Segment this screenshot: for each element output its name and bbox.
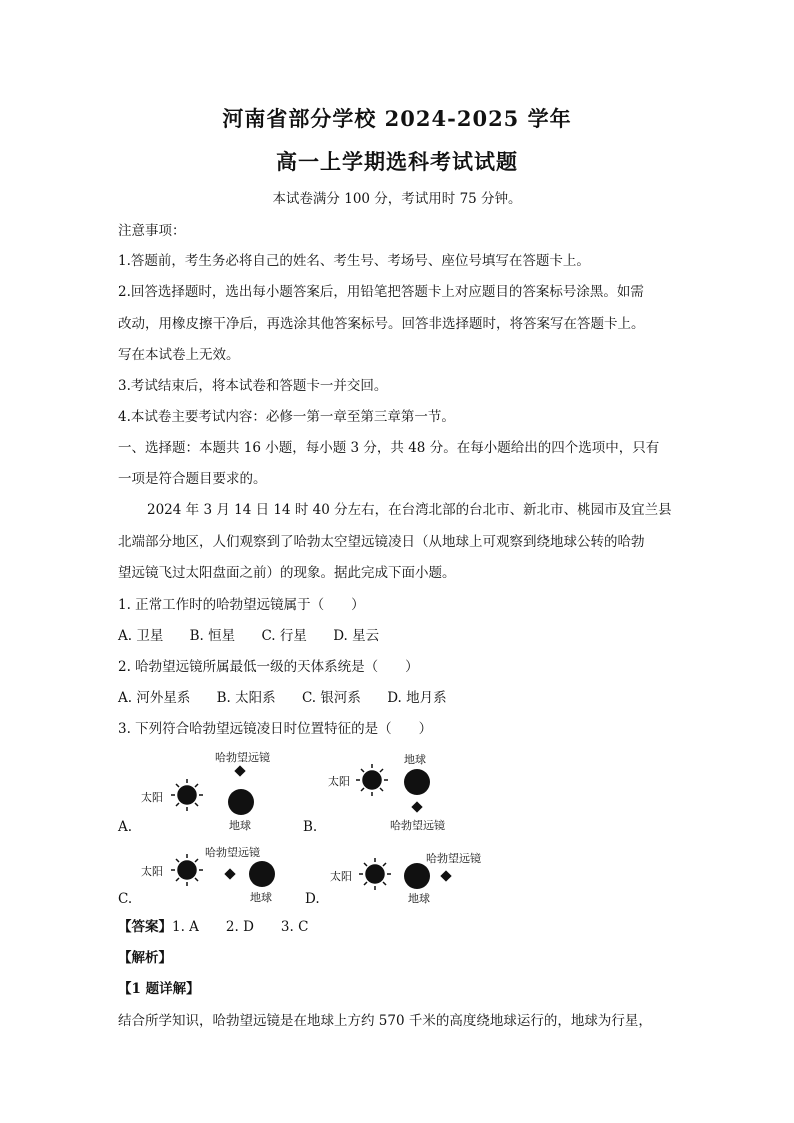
figure-a-sun-icon xyxy=(171,779,203,811)
q1-option-d: D. 星云 xyxy=(333,628,380,644)
figure-c-earth-icon xyxy=(249,861,275,887)
analysis-text-1: 结合所学知识，哈勃望远镜是在地球上方约 570 千米的高度绕地球运行的，地球为行星， xyxy=(118,1013,652,1029)
question-2-options xyxy=(118,686,469,706)
q1-option-b: B. 恒星 xyxy=(189,628,236,644)
figure-d xyxy=(322,838,492,912)
section-heading-1: 一、选择题：本题共 16 小题，每小题 3 分，共 48 分。在每小题给出的四个选项中，只有 xyxy=(118,440,660,456)
note-2a: 2.回答选择题时，选出每小题答案后，用铅笔把答题卡上对应题目的答案标号涂黑。如需 xyxy=(118,284,644,300)
figure-a xyxy=(135,745,275,839)
question-3-stem: 3. 下列符合哈勃望远镜凌日时位置特征的是（ ） xyxy=(118,721,433,737)
analysis-sub-1: 【1 题详解】 xyxy=(118,981,200,997)
figure-c-telescope-icon xyxy=(224,868,235,879)
figure-c-sun-label: 太阳 xyxy=(141,865,163,878)
figure-d-sun-label: 太阳 xyxy=(330,870,352,883)
q1-option-c: C. 行星 xyxy=(261,628,307,644)
figure-c-telescope-label: 哈勃望远镜 xyxy=(205,846,260,859)
figure-d-telescope-label: 哈勃望远镜 xyxy=(426,852,481,865)
figure-a-telescope-icon xyxy=(234,765,245,776)
question-1-options xyxy=(118,624,401,644)
q2-option-d: D. 地月系 xyxy=(387,690,447,706)
figure-d-telescope-icon xyxy=(440,870,451,881)
q2-option-c: C. 银河系 xyxy=(301,690,361,706)
figure-a-earth-label: 地球 xyxy=(229,819,251,832)
note-2b: 改动，用橡皮擦干净后，再选涂其他答案标号。回答非选择题时，将答案写在答题卡上。 xyxy=(118,316,645,332)
note-1: 1.答题前，考生务必将自己的姓名、考生号、考场号、座位号填写在答题卡上。 xyxy=(118,253,590,269)
figure-c xyxy=(135,838,285,912)
note-4: 4.本试卷主要考试内容：必修一第一章至第三章第一节。 xyxy=(118,409,455,425)
figure-d-earth-label: 地球 xyxy=(408,892,430,905)
answer-line xyxy=(118,915,678,935)
figure-c-sun-icon xyxy=(171,854,203,886)
exam-info: 本试卷满分 100 分，考试用时 75 分钟。 xyxy=(272,191,522,207)
figure-label-d: D. xyxy=(305,891,320,907)
question-2-stem: 2. 哈勃望远镜所属最低一级的天体系统是（ ） xyxy=(118,659,419,675)
note-3: 3.考试结束后，将本试卷和答题卡一并交回。 xyxy=(118,378,388,394)
exam-subtitle-title: 高一上学期选科考试试题 xyxy=(276,149,518,174)
passage-line-1: 2024 年 3 月 14 日 14 时 40 分左右，在台湾北部的台北市、新北市、桃园市及宜兰县 xyxy=(147,502,672,518)
figure-b-sun-icon xyxy=(356,764,388,796)
figure-label-a: A. xyxy=(118,819,133,835)
figure-c-earth-label: 地球 xyxy=(250,891,272,904)
analysis-heading: 【解析】 xyxy=(118,950,172,966)
figure-d-earth-icon xyxy=(404,863,430,889)
q1-option-a: A. 卫星 xyxy=(118,628,164,644)
q2-option-b: B. 太阳系 xyxy=(216,690,276,706)
figure-a-sun-label: 太阳 xyxy=(141,791,163,804)
answer-text: 1. A 2. D 3. C xyxy=(172,919,309,935)
figure-d-sun-icon xyxy=(359,858,391,890)
section-heading-2: 一项是符合题目要求的。 xyxy=(118,471,267,487)
exam-title: 河南省部分学校 2024-2025 学年 xyxy=(222,106,572,131)
figure-b-earth-label: 地球 xyxy=(404,753,426,766)
figure-b-sun-label: 太阳 xyxy=(328,775,350,788)
notes-heading: 注意事项： xyxy=(118,223,186,239)
figure-a-telescope-label: 哈勃望远镜 xyxy=(215,751,270,764)
figure-b-telescope-icon xyxy=(411,801,422,812)
figure-b-earth-icon xyxy=(404,769,430,795)
figure-b-telescope-label: 哈勃望远镜 xyxy=(390,819,445,832)
passage-line-3: 望远镜飞过太阳盘面之前）的现象。据此完成下面小题。 xyxy=(118,565,456,581)
figure-label-c: C. xyxy=(118,891,133,907)
figure-b xyxy=(322,745,462,839)
note-2c: 写在本试卷上无效。 xyxy=(118,347,240,363)
figure-label-b: B. xyxy=(303,819,318,835)
answer-heading: 【答案】 xyxy=(118,919,172,935)
q2-option-a: A. 河外星系 xyxy=(118,690,191,706)
question-1-stem: 1. 正常工作时的哈勃望远镜属于（ ） xyxy=(118,597,365,613)
figure-a-earth-icon xyxy=(228,789,254,815)
passage-line-2: 北端部分地区，人们观察到了哈勃太空望远镜凌日（从地球上可观察到绕地球公转的哈勃 xyxy=(118,534,645,550)
